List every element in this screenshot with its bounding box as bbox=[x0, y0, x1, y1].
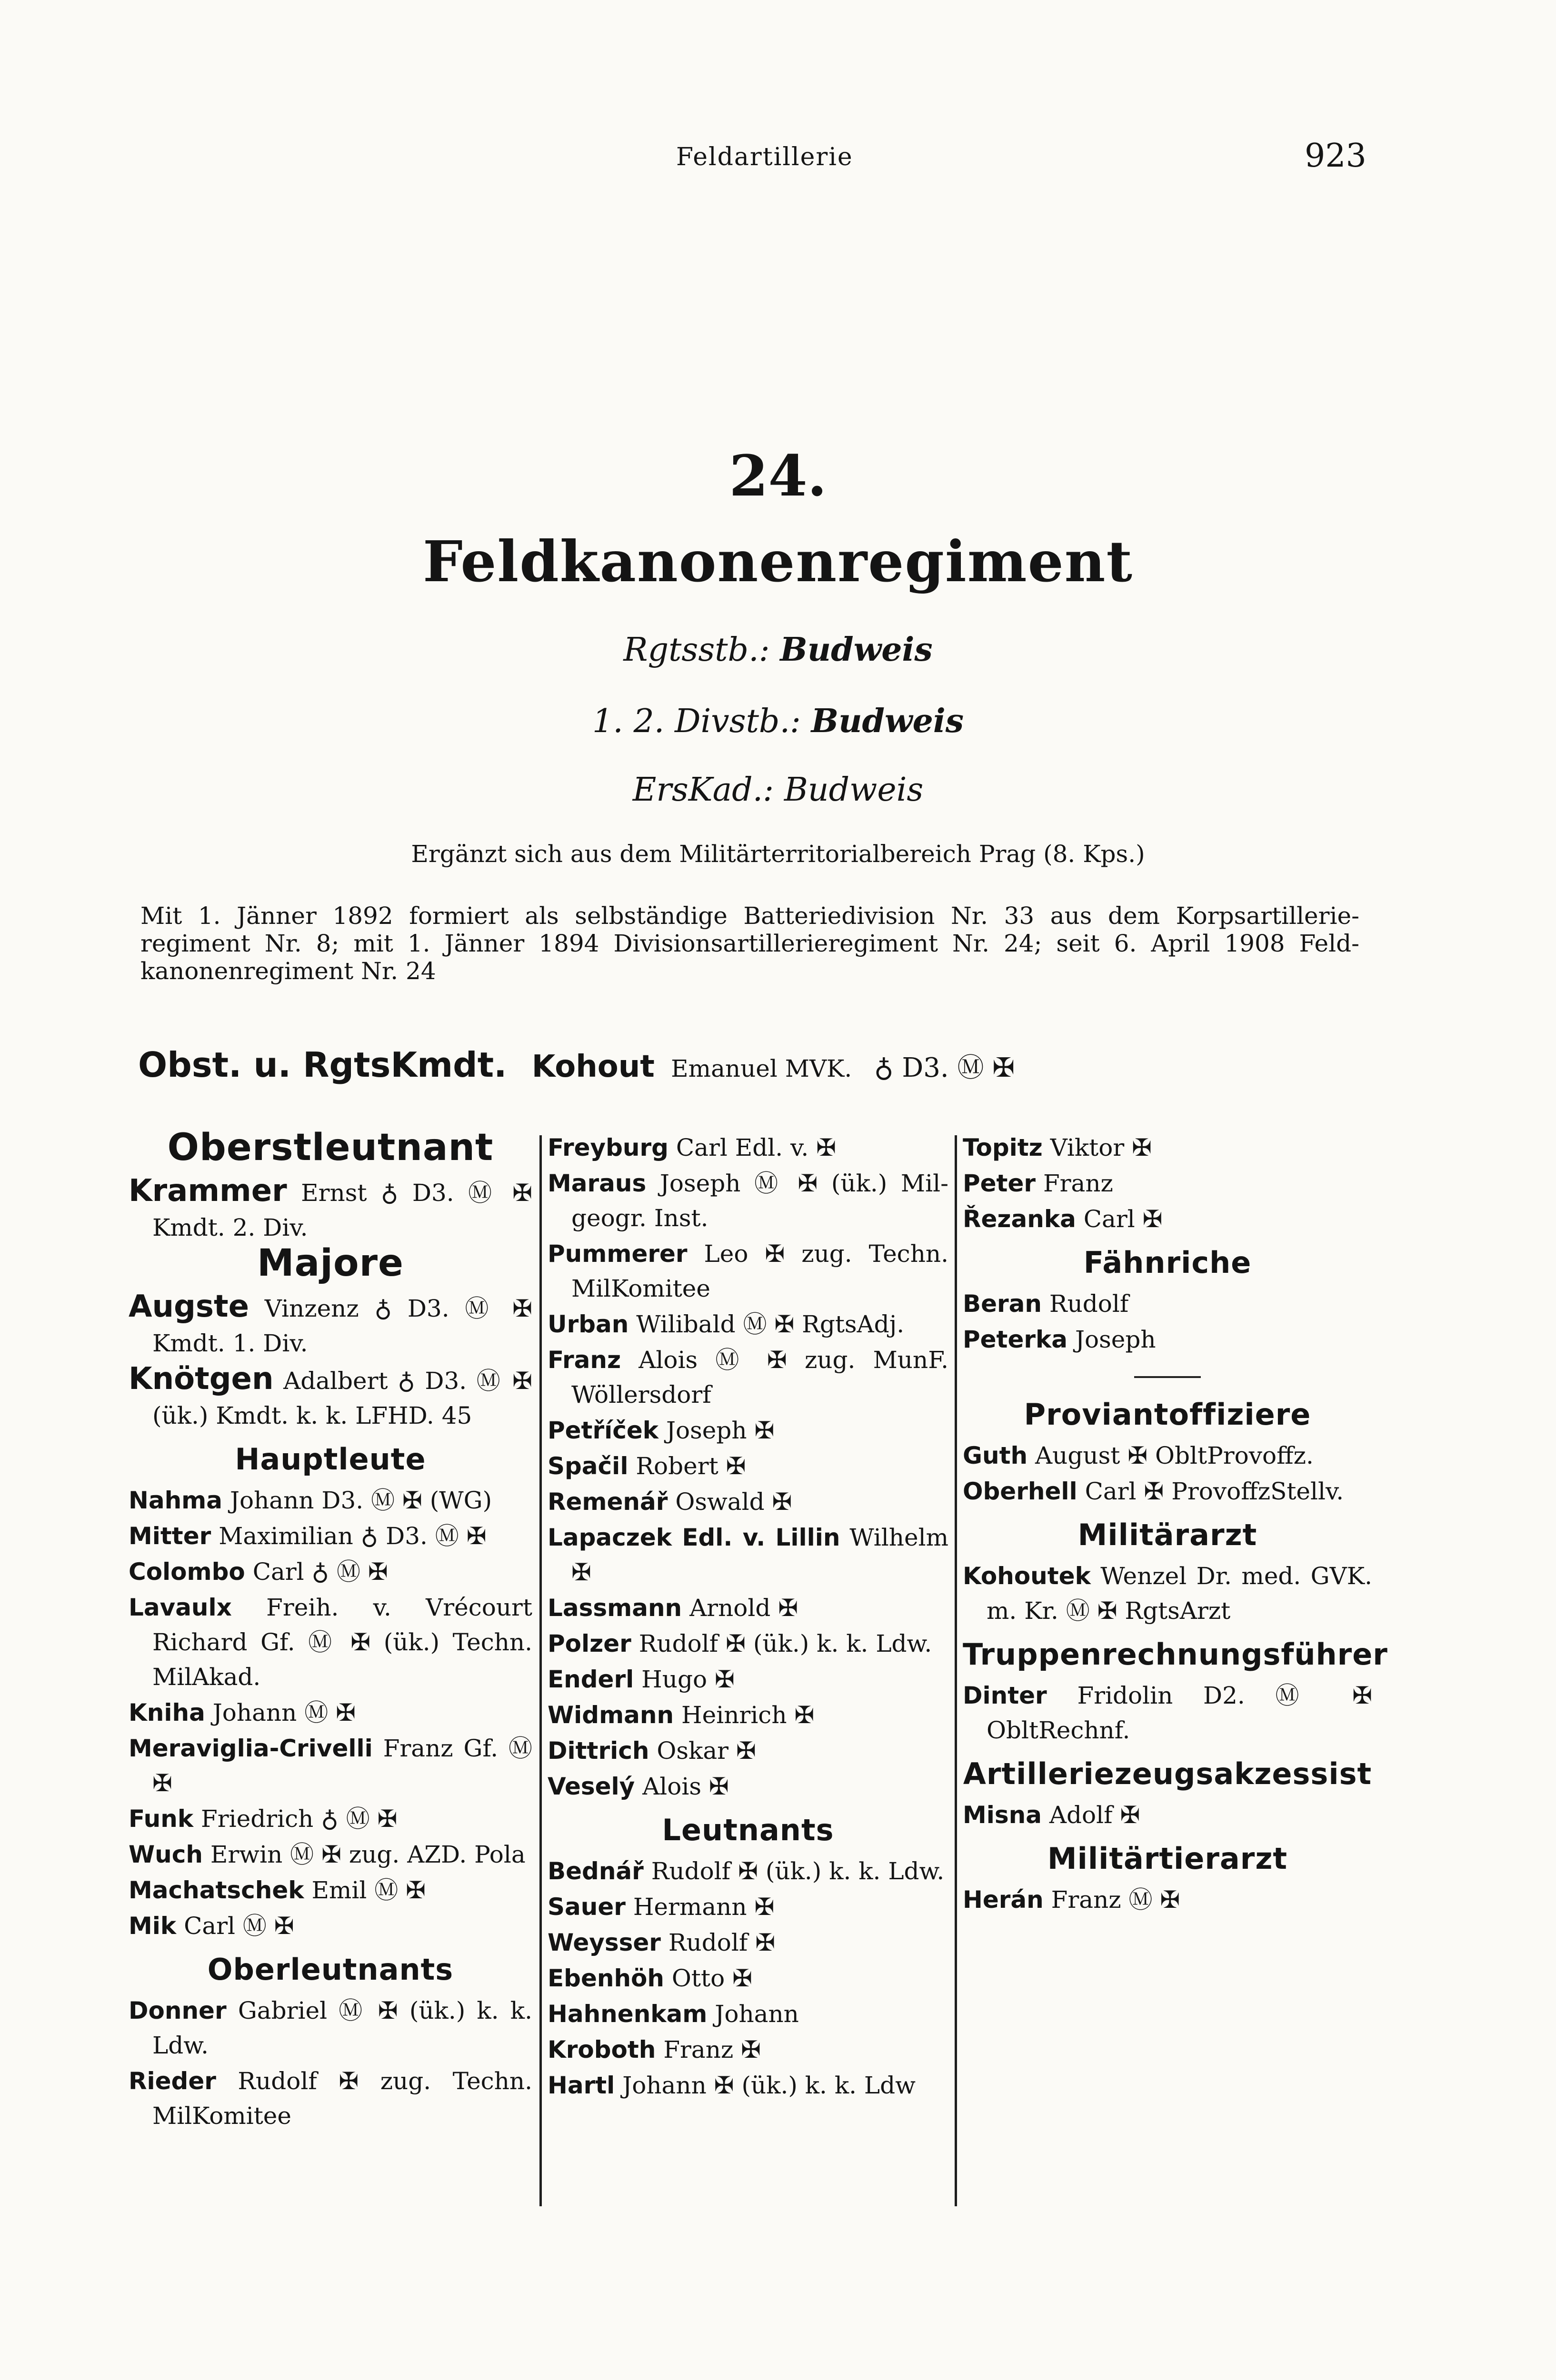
page-number: 923 bbox=[1305, 137, 1366, 175]
commander-given-name: Emanuel MVK. bbox=[671, 1055, 852, 1082]
section-heading: Leutnants bbox=[662, 1813, 834, 1847]
roster-entry bbox=[548, 1997, 948, 2032]
officer-surname: Augste bbox=[129, 1289, 249, 1324]
officer-surname: Rieder bbox=[129, 2067, 216, 2095]
roster-entry bbox=[548, 1449, 948, 1484]
roster-entry bbox=[548, 1925, 948, 1960]
officer-surname: Lavaulx bbox=[129, 1594, 232, 1621]
officer-surname: Hahnenkam bbox=[548, 2000, 708, 2028]
officer-surname: Meraviglia-Crivelli bbox=[129, 1735, 373, 1762]
officer-details: Oswald ✠ bbox=[675, 1488, 792, 1516]
officer-details: Vinzenz ♁ D3. Ⓜ ✠ Kmdt. 1. Div. bbox=[152, 1295, 532, 1357]
officer-details: Otto ✠ bbox=[671, 1964, 752, 1992]
section-heading: Majore bbox=[257, 1242, 404, 1285]
roster-entry bbox=[548, 1237, 948, 1306]
roster-entry bbox=[548, 1343, 948, 1412]
roster-entry bbox=[963, 1798, 1372, 1833]
seat-place: Budweis bbox=[784, 771, 924, 809]
roster-entry bbox=[548, 1307, 948, 1342]
recruitment-note: Ergänzt sich aus dem Militärterritorialbereich Prag (8. Kps.) bbox=[411, 840, 1145, 868]
officer-details: Joseph ✠ bbox=[666, 1417, 775, 1444]
officer-details: Wilhelm ✠ bbox=[571, 1524, 948, 1586]
officer-surname: Widmann bbox=[548, 1701, 674, 1729]
roster-entry bbox=[963, 1322, 1372, 1357]
section-heading: Oberstleutnant bbox=[167, 1126, 494, 1169]
roster-entry bbox=[548, 1734, 948, 1768]
officer-details: Hugo ✠ bbox=[641, 1666, 735, 1693]
roster-column-3 bbox=[963, 1130, 1388, 1918]
roster-entry bbox=[129, 1519, 532, 1554]
seat-place: Budweis bbox=[780, 631, 933, 669]
regiment-history: Mit 1. Jänner 1892 formiert als selbständige Batteriedivision Nr. 33 aus dem Korpsartillerie-regiment Nr. 8; mit 1. Jänner 1894 Divisionsartillerieregiment Nr. 24; seit 6. April 1908 Feld-kanonenregiment Nr. 24 bbox=[140, 902, 1359, 985]
officer-details: Rudolf ✠ zug. Techn. MilKomitee bbox=[152, 2067, 532, 2130]
officer-details: Carl Ⓜ ✠ bbox=[184, 1912, 294, 1940]
officer-surname: Herán bbox=[963, 1886, 1044, 1914]
officer-surname: Mitter bbox=[129, 1522, 211, 1550]
commander-rank: Obst. u. RgtsKmdt. bbox=[138, 1045, 507, 1085]
officer-surname: Weysser bbox=[548, 1929, 661, 1956]
officer-details: Carl Edl. v. ✠ bbox=[676, 1134, 837, 1161]
roster-entry bbox=[129, 1362, 532, 1433]
officer-surname: Urban bbox=[548, 1310, 629, 1338]
roster-entry bbox=[129, 1590, 532, 1695]
roster-entry bbox=[548, 1485, 948, 1519]
roster-entry bbox=[963, 1166, 1372, 1201]
roster-entry bbox=[963, 1202, 1372, 1237]
section-heading: Fähnriche bbox=[1083, 1245, 1252, 1280]
seat-regimental-staff bbox=[0, 631, 1556, 669]
commander-awards: ♁ D3. Ⓜ ✠ bbox=[874, 1052, 1015, 1083]
regiment-title: Feldkanonenregiment bbox=[423, 528, 1133, 595]
officer-surname: Peter bbox=[963, 1170, 1036, 1197]
roster-entry bbox=[548, 1961, 948, 1996]
commander-line bbox=[138, 1045, 1015, 1085]
roster-entry bbox=[548, 1662, 948, 1697]
officer-surname: Machatschek bbox=[129, 1876, 304, 1904]
officer-details: Carl ✠ ProvoffzStellv. bbox=[1085, 1478, 1344, 1505]
officer-details: Friedrich ♁ Ⓜ ✠ bbox=[201, 1805, 398, 1833]
officer-surname: Beran bbox=[963, 1290, 1042, 1318]
running-head: Feldartillerie bbox=[676, 143, 853, 171]
roster-entry bbox=[548, 1698, 948, 1733]
roster-entry bbox=[548, 2033, 948, 2067]
officer-surname: Donner bbox=[129, 1997, 227, 2024]
roster-column-2 bbox=[548, 1130, 948, 2104]
officer-details: Wenzel Dr. med. GVK. m. Kr. Ⓜ ✠ RgtsArzt bbox=[987, 1562, 1372, 1625]
officer-surname: Freyburg bbox=[548, 1134, 668, 1161]
officer-surname: Veselý bbox=[548, 1773, 635, 1800]
officer-details: Joseph bbox=[1075, 1326, 1156, 1353]
officer-details: Heinrich ✠ bbox=[681, 1701, 815, 1729]
roster-entry bbox=[963, 1678, 1372, 1748]
roster-entry bbox=[963, 1883, 1372, 1917]
section-divider bbox=[1134, 1376, 1201, 1378]
section-heading: Oberleutnants bbox=[207, 1952, 454, 1987]
officer-details: Freih. v. Vrécourt Richard Gf. Ⓜ ✠ (ük.) Techn. MilAkad. bbox=[152, 1594, 532, 1691]
officer-surname: Kniha bbox=[129, 1699, 205, 1726]
column-divider bbox=[955, 1135, 957, 2206]
officer-surname: Enderl bbox=[548, 1666, 634, 1693]
officer-details: Adalbert ♁ D3. Ⓜ ✠ (ük.) Kmdt. k. k. LFHD. 45 bbox=[152, 1367, 532, 1429]
roster-entry bbox=[548, 1413, 948, 1448]
roster-entry bbox=[963, 1474, 1372, 1509]
section-heading: Militärtierarzt bbox=[1047, 1841, 1288, 1876]
roster-entry bbox=[548, 1626, 948, 1661]
officer-surname: Krammer bbox=[129, 1173, 287, 1209]
section-heading: Truppenrechnungsführer bbox=[963, 1637, 1388, 1672]
officer-details: Adolf ✠ bbox=[1049, 1801, 1140, 1829]
officer-surname: Franz bbox=[548, 1346, 621, 1374]
officer-details: Joseph Ⓜ ✠ (ük.) Mil-geogr. Inst. bbox=[571, 1170, 948, 1232]
officer-surname: Ebenhöh bbox=[548, 1964, 664, 1992]
officer-surname: Řezanka bbox=[963, 1205, 1076, 1233]
officer-details: Rudolf bbox=[1049, 1290, 1129, 1318]
officer-surname: Guth bbox=[963, 1442, 1028, 1469]
roster-entry bbox=[129, 1837, 532, 1872]
roster-entry bbox=[129, 1696, 532, 1730]
officer-details: Johann ✠ (ük.) k. k. Ldw bbox=[622, 2072, 916, 2099]
officer-details: Johann D3. Ⓜ ✠ (WG) bbox=[229, 1487, 492, 1514]
officer-surname: Spačil bbox=[548, 1452, 628, 1480]
officer-surname: Petříček bbox=[548, 1417, 659, 1444]
roster-entry bbox=[548, 1520, 948, 1590]
roster-entry bbox=[129, 1174, 532, 1245]
officer-surname: Lapaczek Edl. v. Lillin bbox=[548, 1524, 840, 1551]
officer-surname: Oberhell bbox=[963, 1478, 1077, 1505]
roster-entry bbox=[963, 1130, 1372, 1165]
officer-details: Alois ✠ bbox=[642, 1773, 729, 1800]
officer-surname: Knötgen bbox=[129, 1361, 274, 1397]
officer-surname: Lassmann bbox=[548, 1594, 682, 1622]
officer-details: Franz Gf. Ⓜ ✠ bbox=[152, 1735, 532, 1797]
officer-surname: Topitz bbox=[963, 1134, 1043, 1161]
officer-details: Franz ✠ bbox=[663, 2036, 761, 2063]
roster-entry bbox=[129, 1289, 532, 1361]
officer-surname: Peterka bbox=[963, 1326, 1068, 1353]
roster-column-1 bbox=[129, 1126, 532, 2134]
officer-surname: Funk bbox=[129, 1805, 194, 1833]
officer-surname: Sauer bbox=[548, 1893, 626, 1921]
officer-surname: Maraus bbox=[548, 1170, 647, 1197]
seat-division-staff bbox=[0, 702, 1556, 740]
officer-details: Fridolin D2. Ⓜ ✠ ObltRechnf. bbox=[987, 1682, 1372, 1744]
officer-surname: Colombo bbox=[129, 1558, 245, 1586]
officer-surname: Dittrich bbox=[548, 1737, 649, 1765]
officer-details: Carl ♁ Ⓜ ✠ bbox=[252, 1558, 388, 1586]
seat-label: 1. 2. Divstb.: bbox=[592, 703, 801, 740]
officer-details: Arnold ✠ bbox=[689, 1594, 798, 1622]
officer-details: Ernst ♁ D3. Ⓜ ✠ Kmdt. 2. Div. bbox=[152, 1179, 532, 1241]
officer-surname: Pummerer bbox=[548, 1240, 688, 1268]
roster-entry bbox=[963, 1438, 1372, 1473]
officer-surname: Kroboth bbox=[548, 2036, 656, 2063]
officer-details: Leo ✠ zug. Techn. MilKomitee bbox=[571, 1240, 948, 1302]
roster-entry bbox=[129, 1909, 532, 1944]
roster-entry bbox=[129, 1555, 532, 1589]
section-heading: Militärarzt bbox=[1077, 1517, 1257, 1552]
seat-label: ErsKad.: bbox=[632, 771, 774, 809]
officer-details: Carl ✠ bbox=[1083, 1205, 1163, 1233]
roster-entry bbox=[129, 1483, 532, 1518]
officer-details: Viktor ✠ bbox=[1050, 1134, 1152, 1161]
roster-entry bbox=[129, 1873, 532, 1908]
officer-surname: Misna bbox=[963, 1801, 1042, 1829]
officer-surname: Dinter bbox=[963, 1682, 1047, 1709]
officer-surname: Bednář bbox=[548, 1857, 644, 1885]
roster-entry bbox=[548, 1890, 948, 1924]
officer-surname: Hartl bbox=[548, 2072, 615, 2099]
officer-details: Wilibald Ⓜ ✠ RgtsAdj. bbox=[636, 1310, 905, 1338]
officer-surname: Nahma bbox=[129, 1487, 223, 1514]
officer-details: Rudolf ✠ (ük.) k. k. Ldw. bbox=[638, 1630, 932, 1657]
officer-surname: Wuch bbox=[129, 1841, 203, 1868]
roster-entry bbox=[129, 1993, 532, 2063]
officer-surname: Kohoutek bbox=[963, 1562, 1091, 1590]
roster-entry bbox=[129, 2064, 532, 2133]
officer-surname: Mik bbox=[129, 1912, 177, 1940]
officer-details: Alois Ⓜ ✠ zug. MunF. Wöllersdorf bbox=[571, 1346, 948, 1408]
seat-label: Rgtsstb.: bbox=[623, 631, 770, 669]
regiment-number: 24. bbox=[729, 443, 827, 509]
officer-details: Rudolf ✠ bbox=[668, 1929, 776, 1956]
officer-details: Franz Ⓜ ✠ bbox=[1051, 1886, 1180, 1914]
officer-details: Oskar ✠ bbox=[657, 1737, 756, 1765]
officer-details: Erwin Ⓜ ✠ zug. AZD. Pola bbox=[210, 1841, 526, 1868]
roster-entry bbox=[548, 1769, 948, 1804]
officer-details: Maximilian ♁ D3. Ⓜ ✠ bbox=[219, 1522, 487, 1550]
officer-details: Emil Ⓜ ✠ bbox=[311, 1876, 426, 1904]
officer-surname: Polzer bbox=[548, 1630, 631, 1657]
roster-entry bbox=[129, 1731, 532, 1801]
seat-reserve-cadre bbox=[0, 771, 1556, 809]
officer-details: Hermann ✠ bbox=[633, 1893, 775, 1921]
officer-details: Johann Ⓜ ✠ bbox=[212, 1699, 356, 1726]
commander-surname: Kohout bbox=[531, 1049, 655, 1084]
roster-entry bbox=[548, 2068, 948, 2103]
roster-entry bbox=[963, 1559, 1372, 1628]
officer-details: Gabriel Ⓜ ✠ (ük.) k. k. Ldw. bbox=[152, 1997, 532, 2059]
roster-entry bbox=[548, 1130, 948, 1165]
officer-details: August ✠ ObltProvoffz. bbox=[1035, 1442, 1314, 1469]
section-heading: Proviantoffiziere bbox=[1024, 1397, 1311, 1432]
officer-surname: Remenář bbox=[548, 1488, 668, 1516]
seat-place: Budweis bbox=[811, 702, 964, 740]
column-divider bbox=[539, 1135, 542, 2206]
officer-details: Johann bbox=[715, 2000, 799, 2028]
section-heading: Hauptleute bbox=[235, 1442, 426, 1477]
officer-details: Franz bbox=[1043, 1170, 1113, 1197]
roster-entry bbox=[129, 1802, 532, 1836]
roster-entry bbox=[548, 1854, 948, 1889]
section-heading: Artilleriezeugsakzessist bbox=[963, 1756, 1372, 1791]
roster-entry bbox=[548, 1591, 948, 1626]
roster-entry bbox=[548, 1166, 948, 1236]
roster-entry bbox=[963, 1287, 1372, 1321]
officer-details: Robert ✠ bbox=[636, 1452, 746, 1480]
officer-details: Rudolf ✠ (ük.) k. k. Ldw. bbox=[651, 1857, 945, 1885]
